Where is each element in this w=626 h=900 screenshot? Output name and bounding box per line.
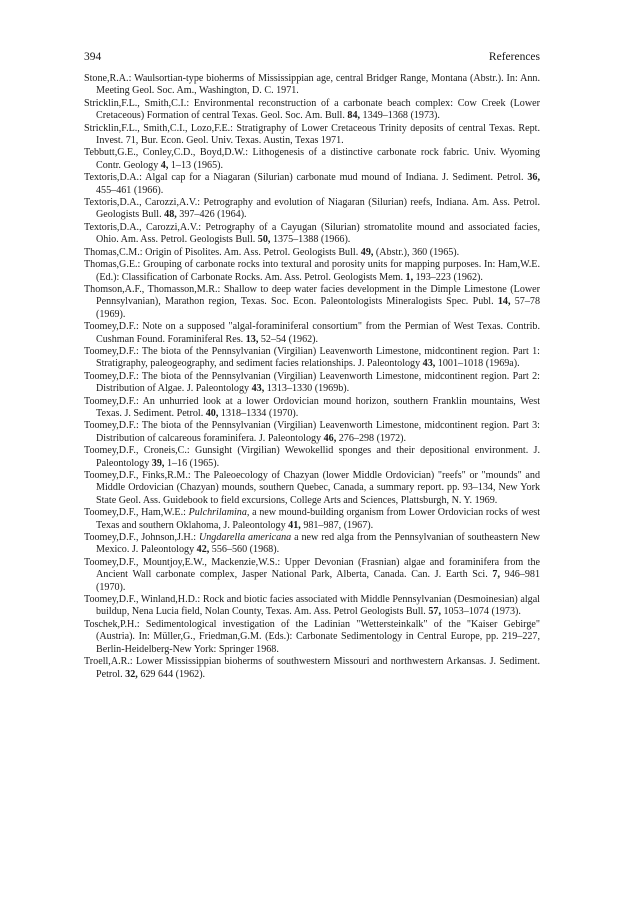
reference-text: 14, — [497, 296, 511, 308]
reference-text: Stricklin,F.L., Smith,C.I., Lozo,F.E.: Stratigraphy of Lower Cretaceous Trinity deposits of central Texas. Rept. Invest. 71, Bur. Econ. Geol. Univ. Texas. Austin, Texas 1971. — [84, 122, 540, 147]
reference-entry — [84, 259, 540, 284]
reference-text: 1375–1388 (1966). — [270, 234, 351, 246]
reference-text: Stricklin,F.L., Smith,C.I.: Environmental reconstruction of a carbonate beach complex: Cow Creek (Lower Cretaceous) Formation of central Texas. Geol. Soc. Am. Bull. — [84, 97, 540, 122]
reference-text: Textoris,D.A.: Algal cap for a Niagaran (Silurian) carbonate mud mound of Indiana. J. Sediment. Petrol. — [84, 172, 528, 184]
reference-text: Toomey,D.F., Mountjoy,E.W., Mackenzie,W.S.: Upper Devonian (Frasnian) algae and foraminifera from the Ancient Wall carbonate complex, Jasper National Park, Alberta, Canada. Can. J. Earth Sci. — [84, 556, 540, 581]
reference-text: Toomey,D.F., Winland,H.D.: Rock and biotic facies associated with Middle Pennsylvanian (Desmoinesian) algal buildup, Nena Lucia field, Nolan County, Texas. Am. Ass. Petrol Geologists Bull. — [84, 594, 540, 618]
reference-entry — [84, 73, 540, 98]
reference-text: 946–981 (1970). — [96, 569, 540, 593]
reference-text: Toomey,D.F., Ham,W.E.: — [84, 507, 189, 519]
reference-text: Tebbutt,G.E., Conley,C.D., Boyd,D.W.: Lithogenesis of a distinctive carbonate rock fabric. Univ. Wyoming Contr. Geology — [84, 147, 540, 171]
reference-text: 50, — [257, 234, 271, 246]
reference-text: 49, — [360, 246, 374, 258]
reference-entry — [84, 147, 540, 172]
reference-text: 57, — [428, 606, 441, 618]
reference-text: 1001–1018 (1969a). — [435, 358, 520, 370]
reference-text: 1313–1330 (1969b). — [264, 383, 350, 395]
reference-entry — [84, 656, 540, 681]
reference-text: 629 644 (1962). — [137, 668, 206, 680]
reference-entry — [84, 594, 540, 619]
reference-text: a new red alga from the Pennsylvanian of southeastern New Mexico. J. Paleontology — [96, 532, 541, 556]
reference-text: Toomey,D.F., Johnson,J.H.: — [84, 532, 199, 544]
reference-entry — [84, 532, 540, 557]
reference-text: 1, — [405, 271, 414, 283]
reference-text: Toomey,D.F.: The biota of the Pennsylvanian (Virgilian) Leavenworth Limestone, midcontinent region. Part 2: Distribution of Algae. J. Paleontology — [84, 370, 540, 395]
reference-text: Toomey,D.F.: The biota of the Pennsylvanian (Virgilian) Leavenworth Limestone, midcontinent region. Part 3: Distribution of calcareous foraminifera. J. Paleontology — [84, 420, 540, 444]
reference-text: 39, — [151, 457, 165, 469]
reference-text: Toomey,D.F.: Note on a supposed "algal-foraminiferal consortium" from the Permian of West Texas. Contrib. Cushman Found. Foraminiferal Res. — [84, 321, 540, 345]
reference-entry — [84, 222, 540, 247]
reference-entry — [84, 197, 540, 222]
reference-text: 57–78 (1969). — [96, 296, 540, 320]
reference-text: 36, — [527, 172, 540, 184]
reference-entry — [84, 284, 540, 321]
reference-text: 4, — [160, 159, 169, 171]
reference-text: 1318–1334 (1970). — [218, 407, 299, 419]
reference-text: 276–298 (1972). — [336, 432, 407, 444]
reference-entry — [84, 321, 540, 346]
reference-text: Troell,A.R.: Lower Mississippian bioherms of southwestern Missouri and northwestern Arkansas. J. Sediment. Petrol. — [84, 656, 540, 680]
reference-text: Textoris,D.A., Carozzi,A.V.: Petrography and evolution of Niagaran (Silurian) reefs, Indiana. Am. Ass. Petrol. Geologists Bull. — [84, 197, 540, 221]
reference-entry — [84, 346, 540, 371]
reference-text: (Abstr.), 360 (1965). — [373, 246, 460, 258]
reference-text: Pulchrilamina, — [188, 507, 250, 519]
reference-text: 1349–1368 (1973). — [360, 110, 440, 122]
reference-text: 1–16 (1965). — [164, 457, 220, 469]
page-number: 394 — [84, 51, 102, 63]
reference-text: 455–461 (1966). — [96, 184, 164, 196]
reference-text: 556–560 (1968). — [209, 544, 280, 556]
reference-text: 13, — [245, 333, 259, 345]
reference-entry — [84, 396, 540, 421]
reference-list — [84, 73, 540, 681]
reference-text: Textoris,D.A., Carozzi,A.V.: Petrography of a Cayugan (Silurian) stromatolite mound and associated facies, Ohio. Am. Ass. Petrol. Geologists Bull. — [84, 221, 540, 246]
reference-entry — [84, 470, 540, 507]
reference-text: Toomey,D.F.: The biota of the Pennsylvanian (Virgilian) Leavenworth Limestone, midcontinent region. Part 1: Stratigraphy, paleogeography, and sediment facies relationships. J. Paleontology — [84, 345, 540, 370]
reference-entry — [84, 557, 540, 594]
reference-entry — [84, 619, 540, 656]
reference-text: 41, — [288, 519, 301, 531]
reference-entry — [84, 445, 540, 470]
reference-text: 43, — [422, 358, 436, 370]
reference-entry — [84, 98, 540, 123]
reference-text: 397–426 (1964). — [176, 209, 247, 221]
reference-text: Toschek,P.H.: Sedimentological investigation of the Ladinian "Wettersteinkalk" of the "Kaiser Gebirge" (Austria). In: Müller,G., Friedman,G.M. (Eds.): Carbonate Sedimentology in Central Europe, pp. 219–227, Berlin-Heidelberg-New York: Springer 1968. — [84, 618, 540, 655]
reference-text: Toomey,D.F.: An unhurried look at a lower Ordovician mound horizon, southern Franklin mountains, West Texas. J. Sediment. Petrol. — [84, 395, 540, 419]
reference-entry — [84, 247, 540, 259]
reference-text: Toomey,D.F., Finks,R.M.: The Paleoecology of Chazyan (lower Middle Ordovician) "reefs" or "mounds" and Middle Ordovician (Chazyan) mounds, southern Quebec, Canada, a summary report. pp. 93–134, New York State Geol. Ass. Guidebook to field excursions, College Arts and Sciences, Plattsburgh, N. Y. 1969. — [84, 470, 540, 506]
reference-text: 1053–1074 (1973). — [440, 606, 521, 618]
reference-entry — [84, 172, 540, 197]
reference-text: 40, — [205, 407, 219, 419]
reference-entry — [84, 123, 540, 148]
reference-text: 981–987, (1967). — [300, 519, 374, 531]
reference-text: Thomas,G.E.: Grouping of carbonate rocks into textural and porosity units for mapping purposes. In: Ham,W.E. (Ed.): Classification of Carbonate Rocks. Am. Ass. Petrol. Geologists Mem. — [84, 259, 540, 283]
reference-entry — [84, 420, 540, 445]
reference-text: 46, — [323, 432, 337, 444]
reference-text: 84, — [347, 110, 361, 122]
reference-text: 193–223 (1962). — [413, 271, 483, 283]
reference-text: 7, — [492, 569, 500, 581]
reference-text: a new mound-building organism from Lower Ordovician rocks of west Texas and southern Oklahoma, J. Paleontology — [96, 507, 540, 531]
reference-entry — [84, 507, 540, 532]
reference-text: 1–13 (1965). — [168, 159, 224, 171]
reference-text: 48, — [164, 209, 177, 221]
reference-text: Stone,R.A.: Waulsortian-type bioherms of Mississippian age, central Bridger Range, Montana (Abstr.). In: Ann. Meeting Geol. Soc. Am., Washington, D. C. 1971. — [84, 73, 540, 97]
reference-text: 42, — [196, 544, 210, 556]
reference-text: 43, — [251, 383, 265, 395]
reference-text: 32, — [125, 668, 138, 680]
reference-text: Thomas,C.M.: Origin of Pisolites. Am. Ass. Petrol. Geologists Bull. — [84, 246, 361, 258]
reference-text: 52–54 (1962). — [258, 333, 319, 345]
section-title: References — [488, 51, 540, 63]
reference-text: Ungdarella americana — [198, 532, 292, 544]
reference-text: Thomson,A.F., Thomasson,M.R.: Shallow to deep water facies development in the Dimple Limestone (Lower Pennsylvanian), Marathon region, Texas. Soc. Econ. Paleontologists Mineralogists Spec. Publ. — [84, 283, 540, 308]
reference-text: Toomey,D.F., Croneis,C.: Gunsight (Virgilian) Wewokellid sponges and their depositional environment. J. Paleontology — [84, 445, 540, 469]
reference-entry — [84, 371, 540, 396]
